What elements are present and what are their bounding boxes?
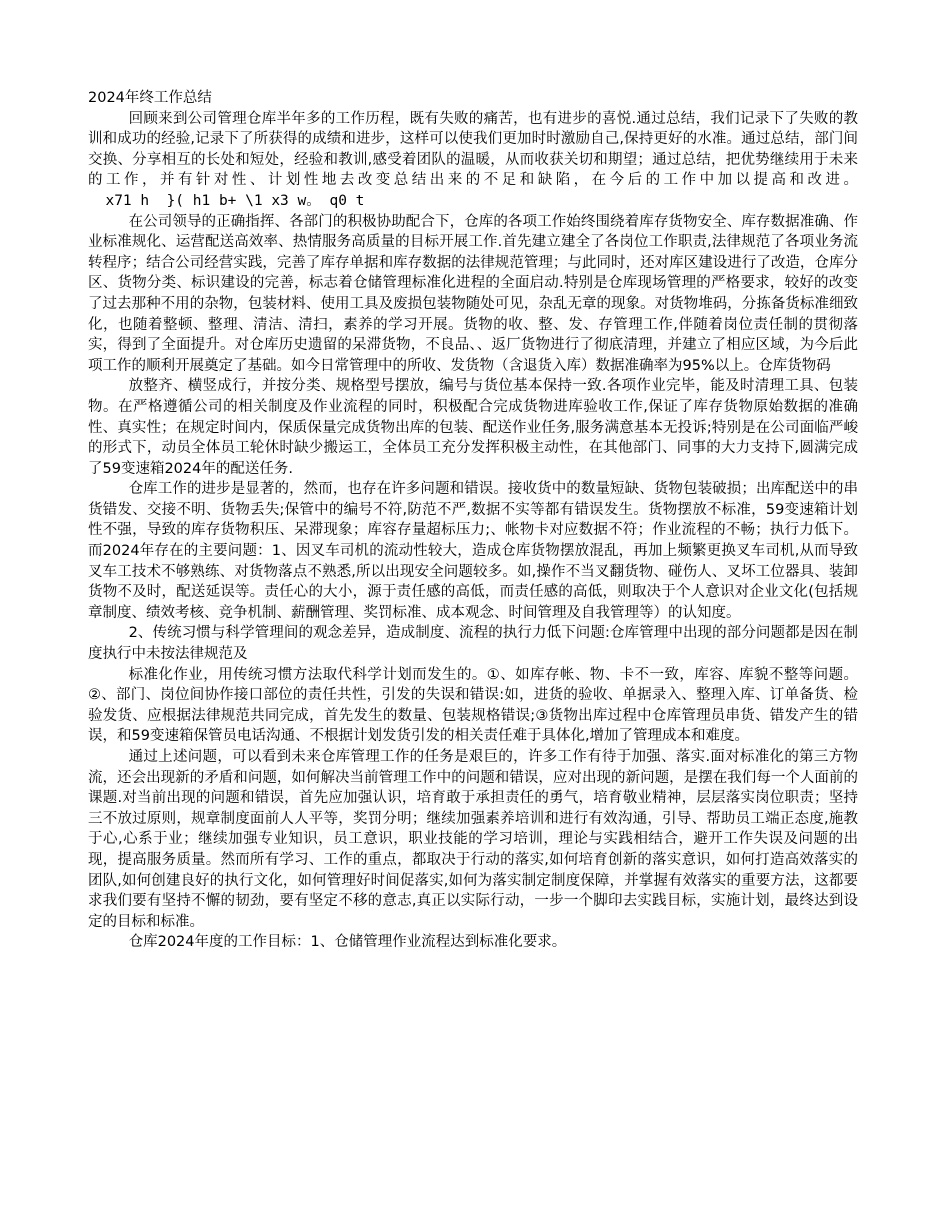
ocr-noise-text: x71 h }( h1 b+ \1 x3 w。 q0 t (88, 192, 365, 209)
paragraph-8: 仓库2024年度的工作目标：1、仓储管理作业流程达到标准化要求。 (128, 934, 567, 951)
paragraph-1-text: 回顾来到公司管理仓库半年多的工作历程，既有失败的痛苦，也有进步的喜悦.通过总结，我们记录下了失败的教训和成功的经验,记录下了所获得的成绩和进步，这样可以使我们更加时时激励自己,保持更好的水准。通过总结，部门间交换、分享相互的长处和短处，经验和教训,感受着团队的温暖，从而收获关切和期望；通过总结，把优势继续用于未来的工作，并有针对性、计划性地去改变总结出来的不足和缺陷，在今后的工作中加以提高和改进。 (88, 110, 858, 189)
paragraph-1 (88, 109, 858, 212)
paragraph-7: 通过上述问题，可以看到未来仓库管理工作的任务是艰巨的，许多工作有待于加强、落实.面对标准化的第三方物流，还会出现新的矛盾和问题，如何解决当前管理工作中的问题和错误，应对出现的新问题，是摆在我们每一个人面前的课题.对当前出现的问题和错误，首先应加强认识，培育敢于承担责任的勇气，培育敬业精神，层层落实岗位职责；坚持三不放过原则，规章制度面前人人平等，奖罚分明；继续加强素养培训和进行有效沟通，引导、帮助员工端正态度,施教于心,心系于业；继续加强专业知识，员工意识，职业技能的学习培训，理论与实践相结合，避开工作失误及问题的出现，提高服务质量。然而所有学习、工作的重点，都取决于行动的落实,如何培育创新的落实意识，如何打造高效落实的团队,如何创建良好的执行文化，如何管理好时间促落实,如何为落实制定制度保障，并掌握有效落实的重要方法，这都要求我们要有坚持不懈的韧劲，要有坚定不移的意志,真正以实际行动，一步一个脚印去实践目标，实施计划，最终达到设定的目标和标准。 (88, 749, 858, 930)
document-title: 2024年终工作总结 (88, 90, 212, 106)
paragraph-4: 仓库工作的进步是显著的，然而，也存在许多问题和错误。接收货中的数量短缺、货物包装破损；出库配送中的串货错发、交接不明、货物丢失;保管中的编号不符,防范不严,数据不实等都有错误发生。货物摆放不标准，59变速箱计划性不强，导致的库存货物积压、呆滞现象；库容存量超标压力;、帐物卡对应数据不符；作业流程的不畅；执行力低下。而2024年存在的主要问题：1、因叉车司机的流动性较大，造成仓库货物摆放混乱，再加上频繁更换叉车司机,从而导致叉车工技术不够熟练、对货物落点不熟悉,所以出现安全问题较多。如,操作不当叉翻货物、碰伤人、叉坏工位器具、装卸货物不及时，配送延误等。责任心的大小，源于责任感的高低，而责任感的高低，则取决于个人意识对企业文化(包括规章制度、绩效考核、竞争机制、薪酬管理、奖罚标准、成本观念、时间管理及自我管理等）的认知度。 (88, 481, 858, 621)
paragraph-6: 标准化作业，用传统习惯方法取代科学计划而发生的。①、如库存帐、物、卡不一致，库容、库貌不整等问题。②、部门、岗位间协作接口部位的责任共性，引发的失误和错误:如，进货的验收、单据录入、整理入库、订单备货、检验发货、应根据法律规范共同完成，首先发生的数量、包装规格错误;③货物出库过程中仓库管理员串货、错发产生的错误，和59变速箱保管员电话沟通、不根据计划发货引发的相关责任难于具体化,增加了管理成本和难度。 (88, 666, 858, 745)
document-body (88, 88, 858, 953)
paragraph-5: 2、传统习惯与科学管理间的观念差异，造成制度、流程的执行力低下问题:仓库管理中出现的部分问题都是因在制度执行中未按法律规范及 (88, 625, 858, 663)
paragraph-3: 放整齐、横竖成行，并按分类、规格型号摆放，编号与货位基本保持一致.各项作业完毕，能及时清理工具、包装物。在严格遵循公司的相关制度及作业流程的同时，积极配合完成货物进库验收工作,保证了库存货物原始数据的准确性、真实性；在规定时间内，保质保量完成货物出库的包装、配送作业任务,服务满意基本无投诉;特别是在公司面临严峻的形式下，动员全体员工轮休时缺少搬运工，全体员工充分发挥积极主动性，在其他部门、同事的大力支持下,圆满完成了59变速箱2024年的配送任务. (88, 378, 858, 477)
paragraph-2: 在公司领导的正确指挥、各部门的积极协助配合下，仓库的各项工作始终围绕着库存货物安全、库存数据准确、作业标准规化、运营配送高效率、热情服务高质量的目标开展工作.首先建立建全了各岗位工作职责,法律规范了各项业务流转程序；结合公司经营实践，完善了库存单据和库存数据的法律规范管理；与此同时，还对库区建设进行了改造，仓库分区、货物分类、标识建设的完善，标志着仓储管理标准化进程的全面启动.特别是仓库现场管理的严格要求，较好的改变了过去那种不用的杂物，包装材料、使用工具及废损包装物随处可见，杂乱无章的现象。对货物堆码，分拣备货标准细致化，也随着整顿、整理、清洁、清扫，素养的学习开展。货物的收、整、发、存管理工作,伴随着岗位责任制的贯彻落实，得到了全面提升。对仓库历史遗留的呆滞货物，不良品、、返厂货物进行了彻底清理，并建立了相应区域，为今后此项工作的顺利开展奠定了基础。如今日常管理中的所收、发货物（含退货入库）数据准确率为95%以上。仓库货物码 (88, 213, 858, 374)
